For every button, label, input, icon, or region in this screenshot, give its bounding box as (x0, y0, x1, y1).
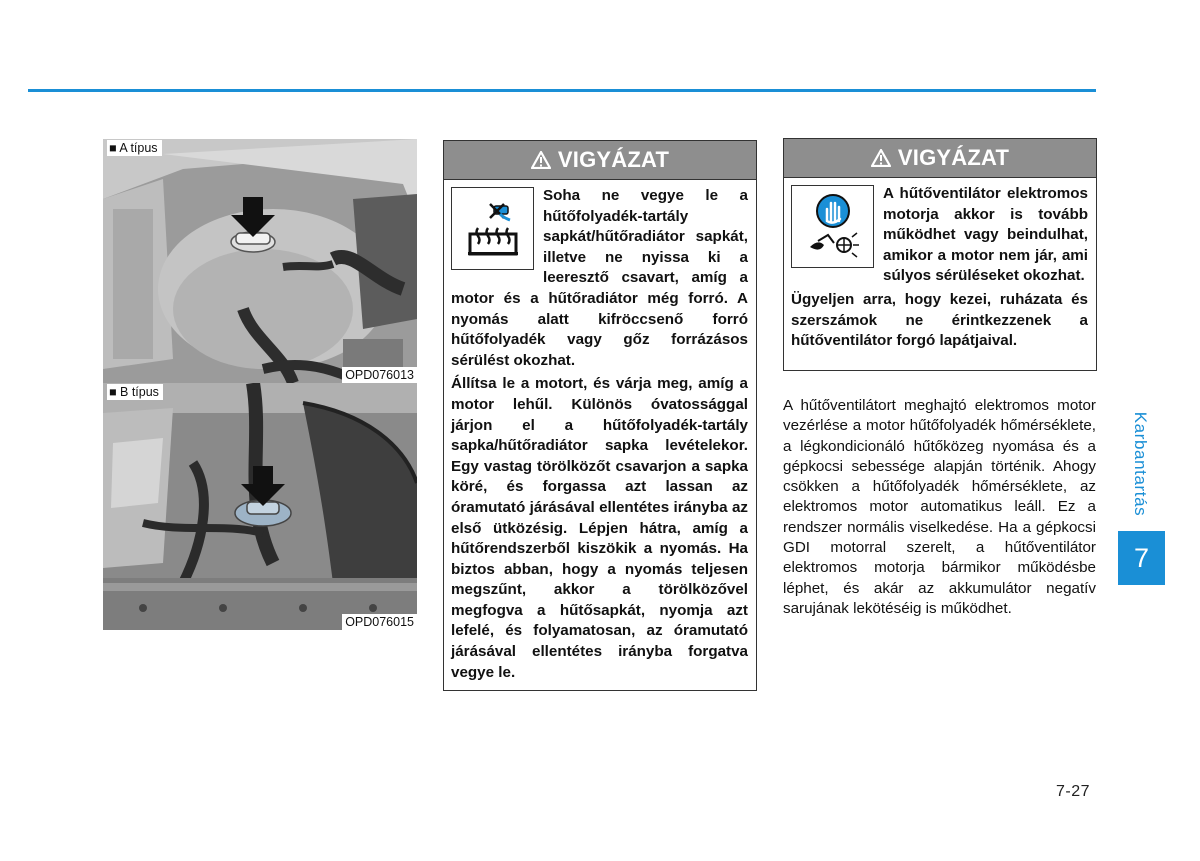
warning-paragraph: A hűtőventilátor elektromos motorja akkor is tovább működhet vagy beindulhat, amikor a motor nem jár, ami súlyos sérüléseket okozhat. (883, 185, 1088, 285)
warning-triangle-icon (871, 149, 891, 167)
warning-paragraph: Ügyeljen arra, hogy kezei, ruházata és szerszámok ne érintkezzenek a hűtőventilátor forgó lapátjaival. (791, 290, 1088, 350)
warning-body (444, 180, 756, 683)
figure-b-code: OPD076015 (342, 614, 417, 630)
warning-body (784, 178, 1096, 352)
chapter-title: Karbantartás (1131, 411, 1150, 517)
warning-header (444, 141, 756, 180)
warning-box-fan (783, 138, 1097, 371)
page-number: 7-27 (1056, 783, 1091, 800)
engine-photo-type-a (103, 139, 417, 383)
warning-triangle-icon (531, 151, 551, 169)
hand-stop-fan-icon (791, 185, 874, 268)
engine-bay-illustration (103, 139, 417, 383)
chapter-number-tab: 7 (1118, 531, 1165, 585)
warning-header (784, 139, 1096, 178)
warning-box-coolant (443, 140, 757, 691)
fan-description-text: A hűtőventilátort meghajtó elektromos motor vezérlése a motor hűtőfolyadék hőmérséklete, a légkondicionáló hűtőközeg nyomása és a gépkocsi sebessége alapján történik. Ahogy csökken a hűtőfolyadék hőmérséklete, az elektromos motor automatikus leáll. Ez a rendszer normális viselkedése. Ha a gépkocsi GDI motorral szerelt, a hűtőventilátor elektromos motorja bármikor működésbe léphet, és akár az akkumulátor negatív sarujának lekötéséig is működhet. (783, 397, 1096, 617)
chapter-side-title (1128, 398, 1152, 530)
warning-title: VIGYÁZAT (897, 145, 1010, 170)
header-rule (28, 89, 1096, 92)
engine-photo-type-b (103, 383, 417, 630)
hot-coolant-pressure-icon (451, 187, 534, 270)
figure-a-code: OPD076013 (342, 367, 417, 383)
warning-title: VIGYÁZAT (557, 147, 670, 172)
figure-b-label: ■ B típus (107, 384, 163, 400)
figure-a-label: ■ A típus (107, 140, 162, 156)
warning-paragraph: Állítsa le a motort, és várja meg, amíg a motor lehűl. Különös óvatossággal járjon el a hűtőfolyadék-tartály sapka/hűtőradiátor sapka levételekor. Egy vastag törölközőt csavarjon a sapka köré, és forgassa azt lassan az óramutató járásával ellentétes irányba az első ütközésig. Lépjen hátra, amíg a hűtőrendszerből kiszökik a nyomás. Ha biztos abban, hogy a nyomás teljesen megszűnt, akkor a törölközővel megfogva a hűtősapkát, nyomja azt lefelé, és folyamatosan, az óramutató járásával ellentétes irányba forgatva vegye le. (451, 375, 748, 681)
engine-bay-illustration (103, 383, 417, 630)
warning-paragraph: Soha ne vegye le a hűtőfolyadék-tartály sapkát/hűtőradiátor sapkát, illetve ne nyissa ki a leeresztő csavart, amíg a motor és a hűtőradiátor még forró. A nyomás alatt kifröccsenő forró hűtőfolyadék vagy gőz forrázásos sérülést okozhat. (451, 187, 748, 369)
